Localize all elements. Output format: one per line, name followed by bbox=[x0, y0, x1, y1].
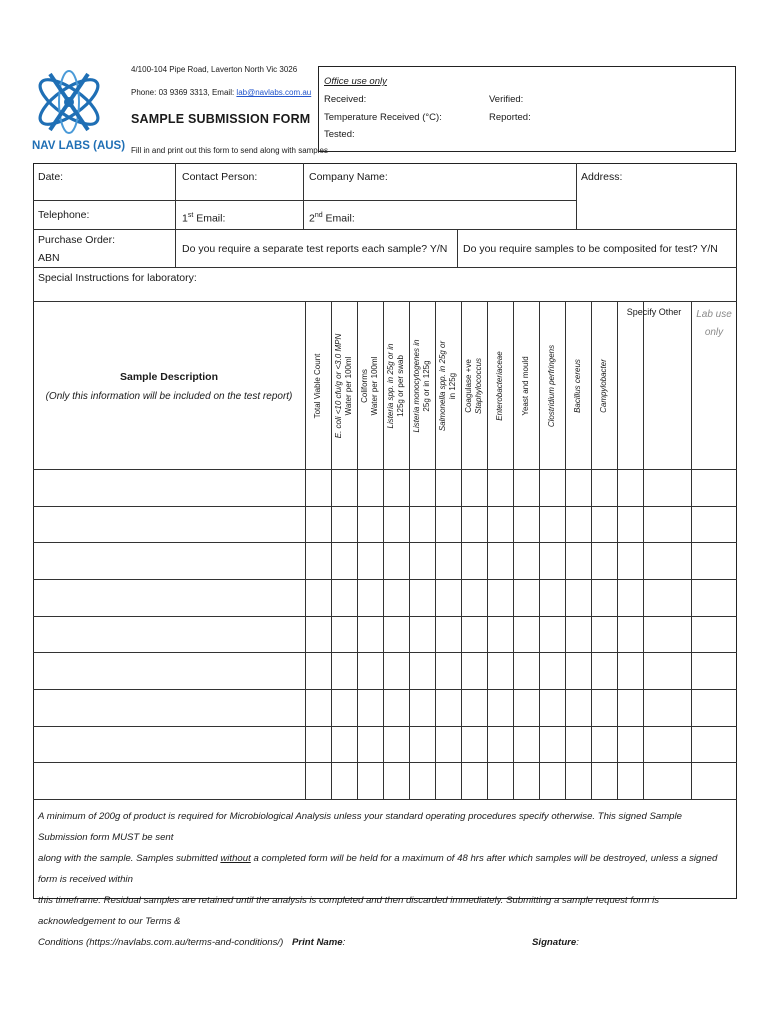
lab-address: 4/100-104 Pipe Road, Laverton North Vic 3026 bbox=[131, 65, 298, 74]
company-logo bbox=[30, 60, 126, 156]
purchase-order-label: Purchase Order: bbox=[38, 234, 116, 246]
footer-line-2-post: a completed form will be held for a maximum of 48 hrs after which samples will be destroyed, unless a signed form is received within bbox=[38, 853, 718, 885]
table-gridline bbox=[461, 301, 462, 799]
contact-line bbox=[131, 88, 311, 98]
signature-label bbox=[532, 932, 579, 953]
divider bbox=[576, 163, 577, 229]
test-column-header bbox=[386, 307, 406, 465]
office-use-heading: Office use only bbox=[324, 76, 387, 87]
table-gridline bbox=[33, 726, 737, 727]
specify-other-header: Specify Other bbox=[626, 307, 682, 317]
footer-line-4 bbox=[38, 932, 728, 953]
test-column-header bbox=[412, 307, 432, 465]
test-header-line: 25g or in 125g bbox=[422, 360, 431, 412]
test-header-line: Listeria monocytogenes in bbox=[412, 339, 421, 433]
test-header-line: Enterobacteriaceae bbox=[495, 351, 504, 421]
email1-text: Email: bbox=[193, 212, 226, 225]
test-header-line: Total Viable Count bbox=[313, 353, 322, 419]
special-instructions-label: Special Instructions for laboratory: bbox=[38, 272, 197, 284]
table-gridline bbox=[305, 301, 306, 799]
form-instruction: Fill in and print out this form to send along with samples bbox=[131, 146, 328, 155]
email2-num: 2 bbox=[309, 212, 315, 225]
test-header-line: Yeast and mould bbox=[521, 356, 530, 416]
lab-use-line: Lab use bbox=[696, 309, 732, 320]
table-gridline bbox=[33, 762, 737, 763]
test-header-line: in 125g bbox=[448, 372, 457, 400]
temperature-label: Temperature Received (°C): bbox=[324, 112, 442, 123]
submission-form bbox=[33, 163, 737, 899]
reported-label: Reported: bbox=[489, 112, 531, 123]
email2-text: Email: bbox=[322, 212, 355, 225]
table-gridline bbox=[33, 652, 737, 653]
telephone-label: Telephone: bbox=[38, 209, 90, 221]
divider bbox=[33, 200, 576, 201]
table-gridline bbox=[565, 301, 566, 799]
table-gridline bbox=[643, 301, 644, 799]
table-gridline bbox=[357, 301, 358, 799]
terms-footer bbox=[38, 806, 728, 953]
test-header-line: Coliforms bbox=[360, 369, 369, 403]
email1-num: 1 bbox=[182, 212, 188, 225]
table-gridline bbox=[331, 301, 332, 799]
address-label: Address: bbox=[581, 171, 623, 183]
sample-description-title: Sample Description bbox=[119, 371, 219, 383]
test-header-line: Coagulase +ve bbox=[464, 359, 473, 413]
email1-label bbox=[182, 209, 225, 226]
table-gridline bbox=[33, 616, 737, 617]
test-header-line: Listeria spp. in 25g or in bbox=[386, 343, 395, 429]
office-use-box bbox=[318, 66, 736, 152]
terms-link[interactable]: Conditions (https://navlabs.com.au/terms-and-conditions/) bbox=[38, 937, 284, 948]
table-gridline bbox=[33, 542, 737, 543]
test-column-header bbox=[438, 307, 458, 465]
table-gridline bbox=[539, 301, 540, 799]
table-gridline bbox=[33, 506, 737, 507]
test-column-header bbox=[464, 307, 484, 465]
table-gridline bbox=[409, 301, 410, 799]
test-header-line: E. coli <10 cfu/g or <3.0 MPN bbox=[334, 333, 343, 439]
composite-question: Do you require samples to be composited for test? Y/N bbox=[463, 243, 718, 255]
email2-sup: nd bbox=[314, 212, 323, 219]
contact-person-label: Contact Person: bbox=[182, 171, 258, 183]
phone-text: Phone: 03 9369 3313, Email: bbox=[131, 88, 235, 97]
test-column-header bbox=[521, 307, 531, 465]
test-header-line: Clostridium perfringens bbox=[547, 344, 556, 428]
signature-text: Signature bbox=[532, 937, 577, 948]
test-header-line: Water per 100ml bbox=[344, 356, 353, 416]
test-header-line: Bacillus cereus bbox=[573, 359, 582, 413]
form-title: SAMPLE SUBMISSION FORM bbox=[131, 112, 311, 126]
email1-sup: st bbox=[187, 212, 194, 219]
table-gridline bbox=[33, 469, 737, 470]
print-name-label bbox=[292, 937, 345, 948]
footer-without: without bbox=[220, 853, 251, 864]
received-label: Received: bbox=[324, 94, 367, 105]
verified-label: Verified: bbox=[489, 94, 524, 105]
footer-line-3: this timeframe. Residual samples are retained until the analysis is completed and then discarded immediately. Submitting a sample request form is acknowledgement to our Terms & bbox=[38, 895, 660, 927]
abn-label: ABN bbox=[38, 252, 60, 264]
lab-use-line: only bbox=[704, 327, 724, 338]
test-column-header bbox=[495, 307, 505, 465]
test-column-header bbox=[313, 307, 323, 465]
test-column-header bbox=[547, 307, 557, 465]
company-name-label: Company Name: bbox=[309, 171, 388, 183]
print-name-colon: : bbox=[342, 937, 346, 948]
footer-line-1: A minimum of 200g of product is required for Microbiological Analysis unless your standard operating procedures specify otherwise. This signed Sample Submission form MUST be sent bbox=[38, 811, 682, 843]
email-link[interactable]: lab@navlabs.com.au bbox=[236, 88, 312, 97]
footer-line-2 bbox=[38, 848, 728, 890]
table-gridline bbox=[383, 301, 384, 799]
test-header-line: Staphylococcus bbox=[474, 357, 483, 415]
divider bbox=[33, 267, 737, 268]
separate-reports-question: Do you require a separate test reports each sample? Y/N bbox=[182, 243, 448, 255]
divider bbox=[175, 163, 176, 267]
print-name-text: Print Name bbox=[291, 937, 343, 948]
test-column-header bbox=[360, 307, 380, 465]
table-gridline bbox=[691, 301, 692, 799]
test-header-line: Campylobacter bbox=[599, 359, 608, 413]
test-column-header bbox=[599, 307, 609, 465]
test-column-header bbox=[573, 307, 583, 465]
table-gridline bbox=[33, 799, 737, 800]
test-header-line: Salmonella spp. in 25g or bbox=[438, 340, 447, 432]
table-gridline bbox=[591, 301, 592, 799]
test-column-header bbox=[334, 307, 354, 465]
tested-label: Tested: bbox=[324, 129, 355, 140]
email2-label bbox=[309, 209, 355, 226]
table-gridline bbox=[435, 301, 436, 799]
table-gridline bbox=[617, 301, 618, 799]
sample-description-note: (Only this information will be included on the test report) bbox=[45, 391, 293, 402]
logo-text: NAV LABS (AUS) bbox=[32, 140, 126, 152]
table-gridline bbox=[33, 579, 737, 580]
test-header-line: 125g or per swab bbox=[396, 355, 405, 417]
test-header-line: Water per 100ml bbox=[370, 356, 379, 416]
table-gridline bbox=[33, 689, 737, 690]
divider bbox=[303, 163, 304, 229]
lab-use-header bbox=[693, 306, 735, 342]
date-label: Date: bbox=[38, 171, 64, 183]
divider bbox=[33, 229, 737, 230]
table-gridline bbox=[487, 301, 488, 799]
table-gridline bbox=[513, 301, 514, 799]
footer-line-2-pre: along with the sample. Samples submitted bbox=[38, 853, 221, 864]
signature-colon: : bbox=[576, 937, 579, 948]
divider bbox=[457, 229, 458, 267]
